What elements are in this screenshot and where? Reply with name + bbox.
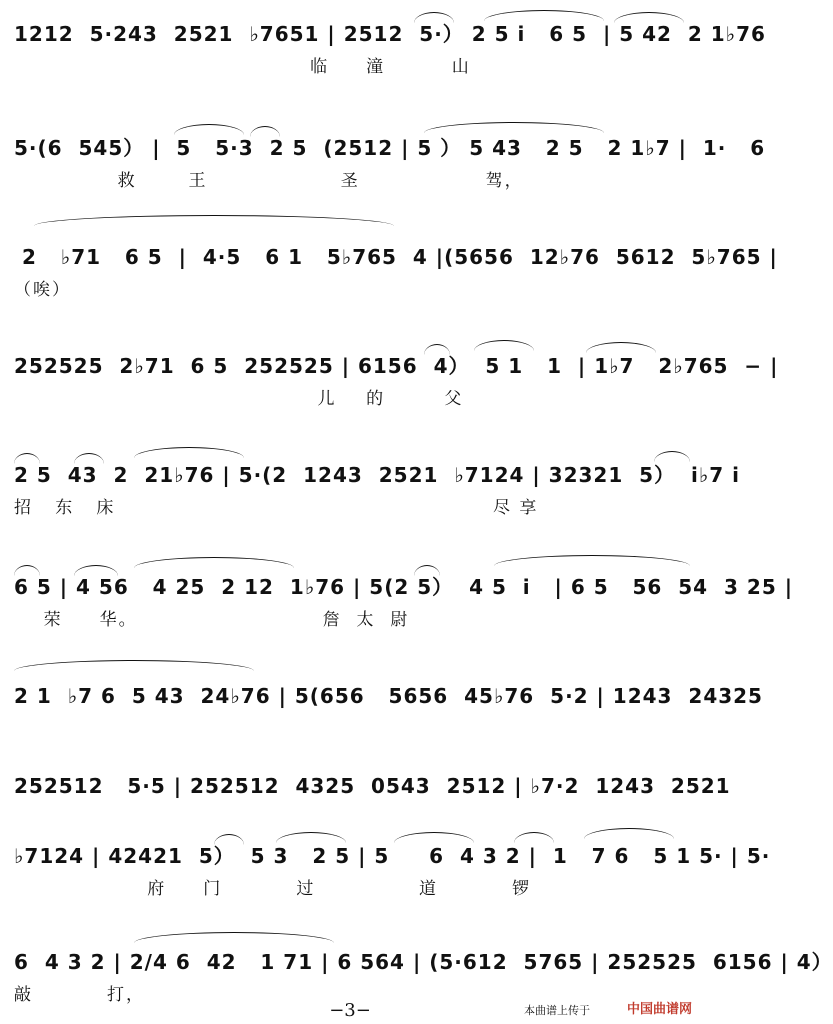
lyrics-line: 敲 打，	[14, 985, 146, 1005]
notation-line: ♭7124 | 42421 5） 5 3 2 5 | 5 6 4 3 2 | 1 7 6 5 1 5· | 5·	[14, 844, 771, 868]
notation-line: 1212 5·243 2521 ♭7651 | 2512 5·） 2 5 i 6 5 | 5 42 2 1♭76	[14, 22, 766, 46]
slur	[394, 832, 474, 843]
notation-line: 5·(6 545） | 5 5·3 2 5 (2512 | 5 ） 5 43 2 5 2 1♭7 | 1· 6	[14, 136, 766, 160]
slur	[276, 832, 346, 843]
notation-line: 2 1 ♭7 6 5 43 24♭76 | 5(656 5656 45♭76 5·2 | 1243 24325	[14, 684, 763, 708]
lyrics-line: （唉）	[14, 280, 71, 300]
site-logo[interactable]: 中国曲谱网	[626, 1002, 692, 1017]
lyrics-line: 儿 的 父	[14, 389, 464, 409]
lyrics-line: 荣 华。 詹 太 尉	[14, 610, 410, 630]
slur	[474, 340, 534, 351]
notation-line: 6 5 | 4 56 4 25 2 12 1♭76 | 5(2 5） 4 5 i | 6 5 56 54 3 25 |	[14, 575, 793, 599]
slur	[424, 344, 450, 355]
slur	[586, 342, 656, 353]
notation-line: 2 ♭71 6 5 | 4·5 6 1 5♭765 4 |(5656 12♭76 5612 5♭765 |	[14, 245, 778, 269]
slur	[174, 124, 244, 135]
slur	[214, 834, 244, 845]
notation-line: 2 5 43 2 21♭76 | 5·(2 1243 2521 ♭7124 | 32321 5） i♭7 i	[14, 463, 741, 487]
slur	[14, 453, 40, 464]
slur	[654, 451, 690, 462]
notation-line: 252525 2♭71 6 5 252525 | 6156 4） 5 1 1 | 1♭7 2♭765 − |	[14, 354, 779, 378]
slur	[414, 12, 454, 23]
lyrics-line: 府 门 过 道 锣	[14, 879, 532, 899]
slur	[134, 447, 244, 458]
slur	[250, 126, 280, 137]
slur	[34, 215, 394, 226]
slur	[74, 453, 104, 464]
slur	[134, 932, 334, 943]
upload-note: 本曲谱上传于	[524, 1004, 590, 1017]
lyrics-line: 招 东 床 尽 享	[14, 498, 539, 518]
lyrics-line: 救 王 圣 驾，	[14, 171, 524, 191]
slur	[424, 122, 604, 133]
slur	[614, 12, 684, 23]
slur	[14, 660, 254, 671]
slur	[134, 557, 294, 568]
slur	[514, 832, 554, 843]
notation-line: 6 4 3 2 | 2/4 6 42 1 71 | 6 564 | (5·612 5765 | 252525 6156 | 4）	[14, 950, 833, 974]
lyrics-line: 临 潼 山	[14, 57, 471, 77]
slur	[14, 565, 40, 576]
slur	[494, 555, 690, 566]
notation-line: 252512 5·5 | 252512 4325 0543 2512 | ♭7·2 1243 2521	[14, 774, 731, 798]
slur	[414, 565, 440, 576]
slur	[74, 565, 118, 576]
slur	[484, 10, 604, 21]
slur	[584, 828, 674, 839]
page-number: −3−	[329, 1000, 371, 1021]
